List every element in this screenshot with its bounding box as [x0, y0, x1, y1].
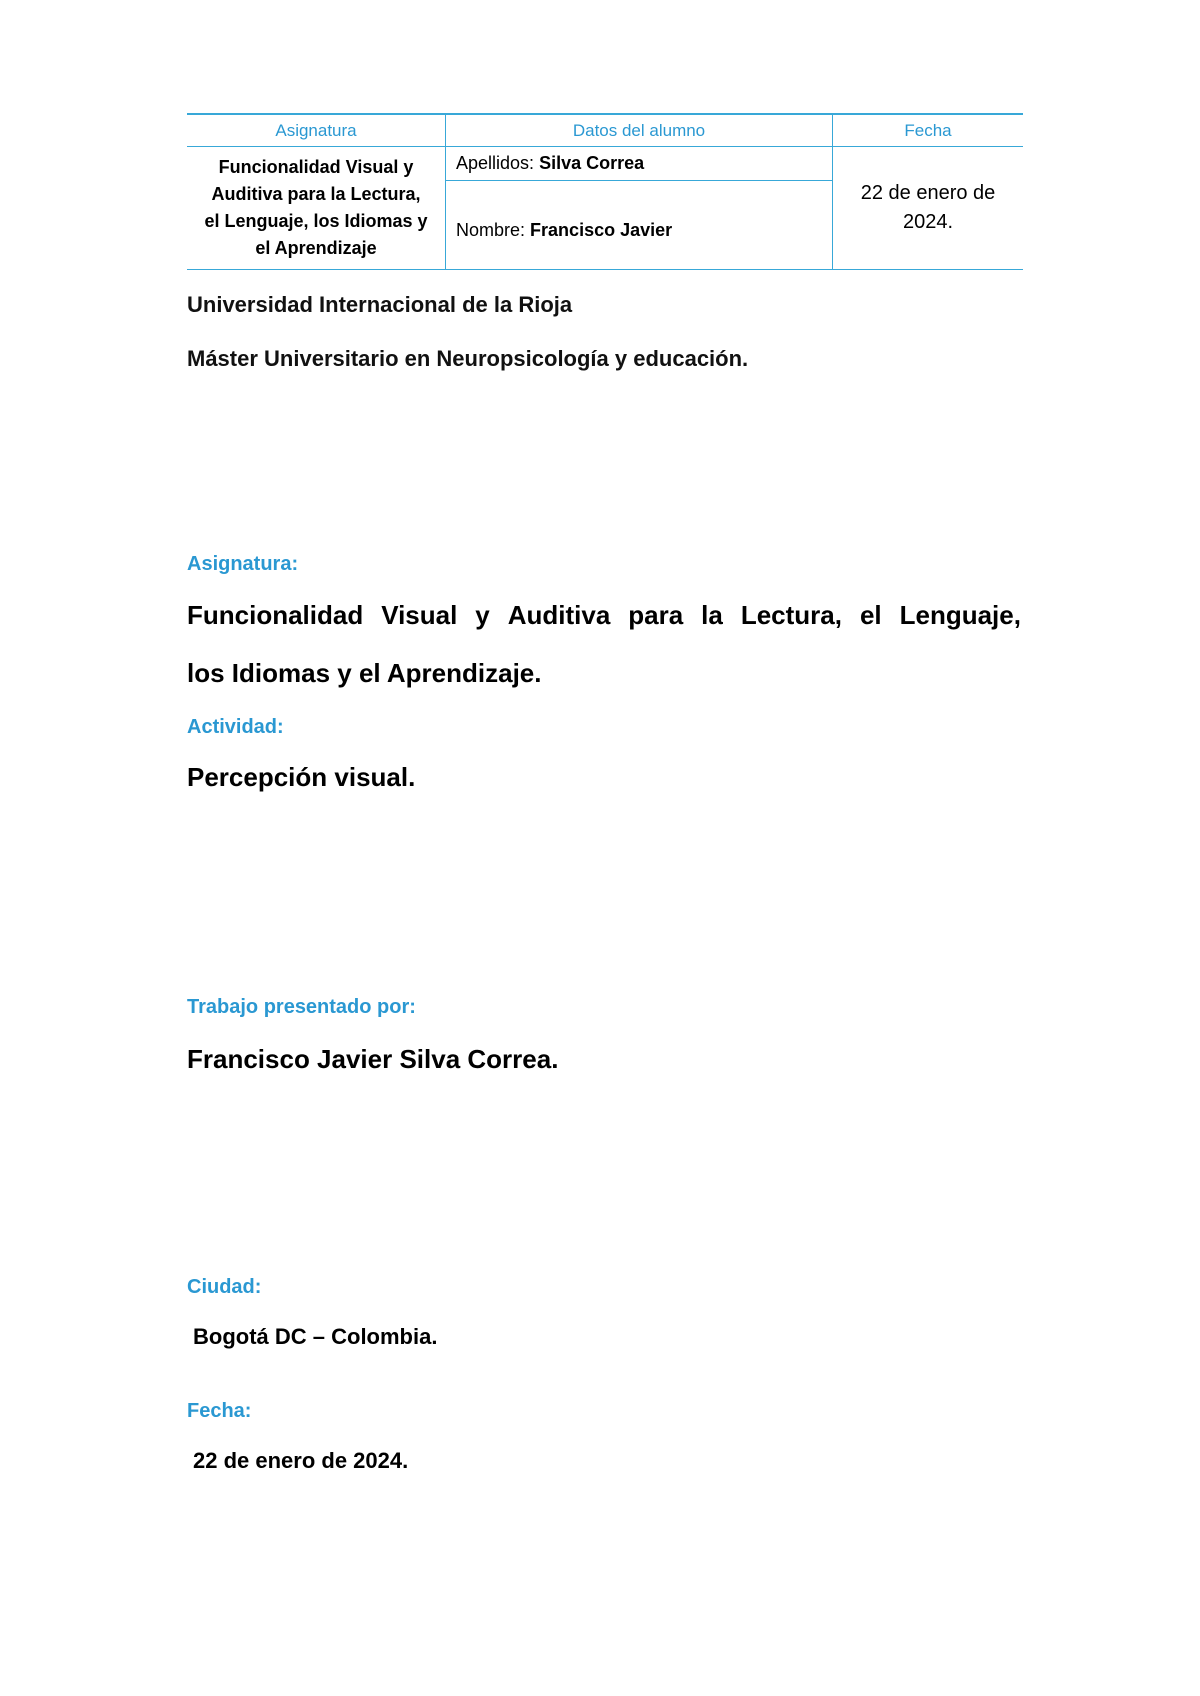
subject-line: Funcionalidad Visual y [218, 157, 414, 177]
date-cell [833, 147, 1024, 270]
subject-label: Asignatura: [187, 553, 299, 575]
column-header-subject: Asignatura [187, 114, 446, 147]
subject-word: el [859, 600, 882, 630]
date-line: 2024. [902, 211, 954, 233]
subject-line: Auditiva para la Lectura, [211, 184, 421, 204]
subject-word: Lectura, [740, 600, 842, 630]
date-value: 22 de enero de 2024. [193, 1448, 409, 1473]
activity-label: Actividad: [187, 716, 284, 738]
date-label: Fecha: [187, 1400, 252, 1422]
surname-label: Apellidos: [456, 153, 535, 173]
city-label: Ciudad: [187, 1276, 262, 1298]
master-name: Máster Universitario en Neuropsicología y educación. [187, 346, 749, 371]
city-value: Bogotá DC – Colombia. [193, 1324, 438, 1349]
activity-value: Percepción visual. [187, 762, 416, 792]
subject-title-line-1 [187, 600, 1021, 631]
subject-word: Lenguaje, [899, 600, 1021, 630]
subject-word: para [628, 600, 684, 630]
name-value: Francisco Javier [530, 219, 673, 240]
subject-line: el Lenguaje, los Idiomas y [204, 211, 428, 231]
surname-cell [446, 147, 833, 181]
header-row [187, 114, 1023, 147]
subject-word: la [701, 600, 723, 630]
subject-word: y [475, 600, 490, 630]
subject-word: Auditiva [507, 600, 611, 630]
name-cell [446, 181, 833, 270]
date-line: 22 de enero de [860, 182, 996, 204]
subject-line: el Aprendizaje [255, 238, 377, 258]
header-table [187, 113, 1023, 270]
table-row [187, 147, 1023, 181]
author-label: Trabajo presentado por: [187, 996, 416, 1018]
author-value: Francisco Javier Silva Correa. [187, 1044, 559, 1074]
subject-word: Visual [381, 600, 458, 630]
column-header-date: Fecha [833, 114, 1024, 147]
surname-value: Silva Correa [539, 153, 645, 173]
subject-word: Funcionalidad [187, 600, 364, 630]
subject-title-line-2: los Idiomas y el Aprendizaje. [187, 658, 542, 688]
column-header-student: Datos del alumno [446, 114, 833, 147]
university-name: Universidad Internacional de la Rioja [187, 292, 573, 317]
subject-cell [187, 147, 446, 270]
name-label: Nombre: [456, 219, 526, 240]
